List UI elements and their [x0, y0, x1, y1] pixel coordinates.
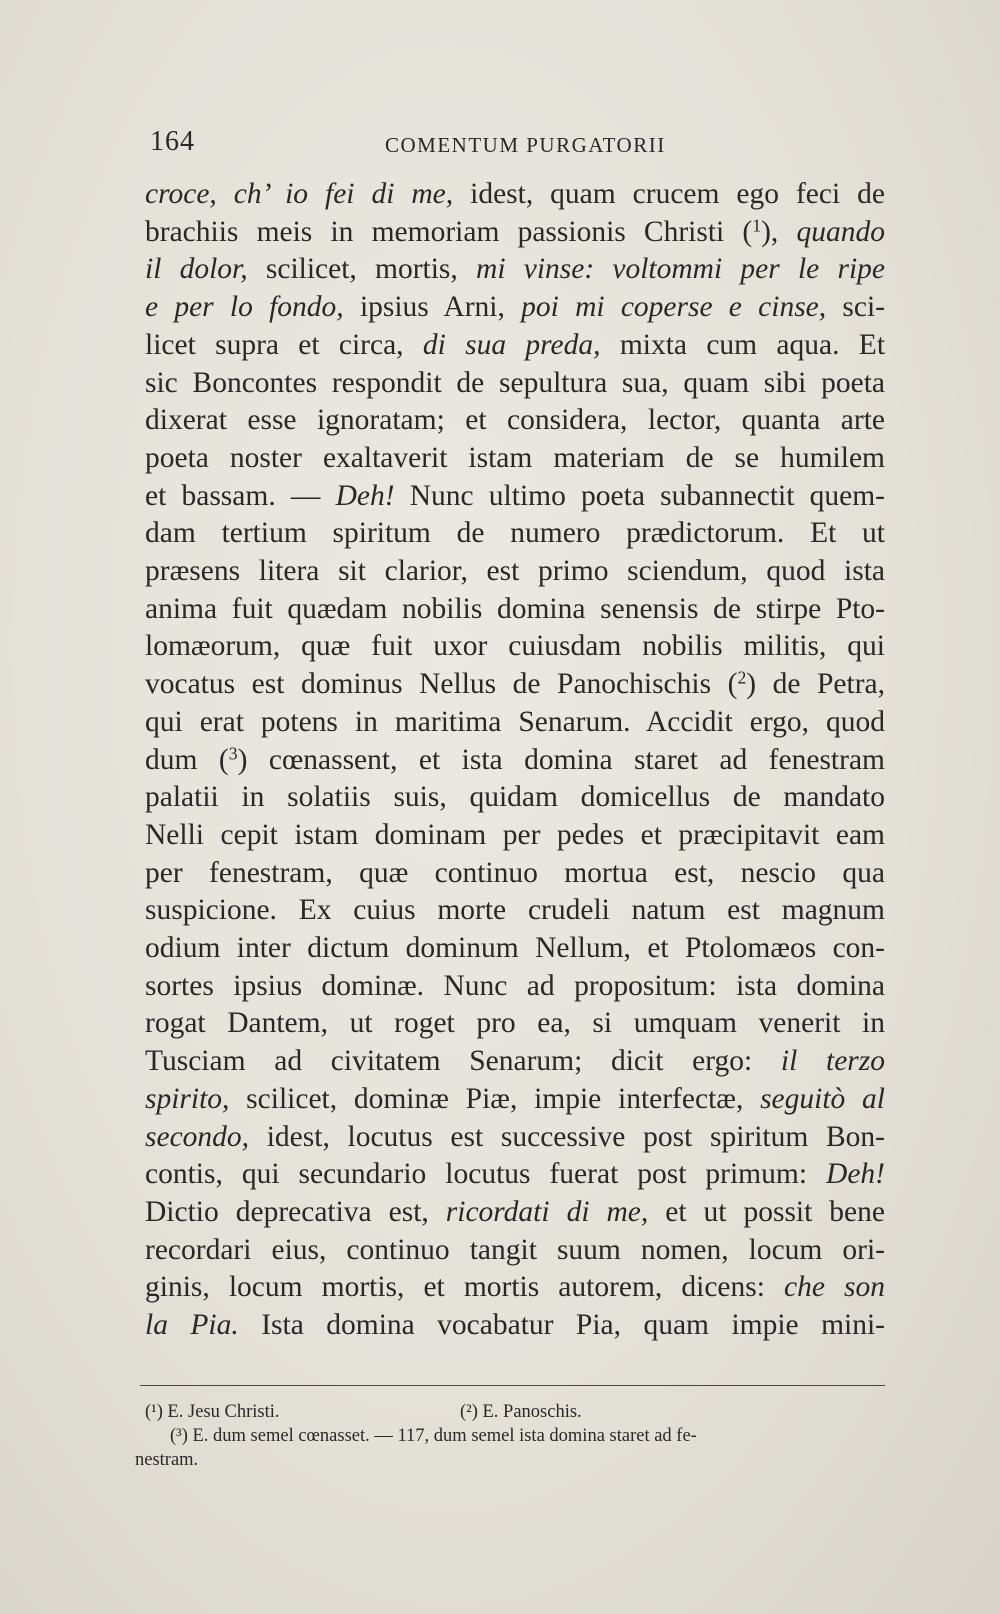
text-segment: suspicione. Ex cuius morte crudeli natum est magnum — [145, 894, 885, 927]
text-segment: idest, locutus est successive post spiritum Bon- — [249, 1120, 885, 1153]
text-segment: Nelli cepit istam dominam per pedes et præcipitavit eam — [145, 818, 885, 851]
italic-quotation: Deh! — [826, 1158, 885, 1191]
text-segment: dum ( — [145, 743, 229, 776]
text-segment: lomæorum, quæ fuit uxor cuiusdam nobilis militis, qui — [145, 630, 885, 663]
italic-quotation: e per lo fondo, — [145, 291, 344, 324]
italic-quotation: secondo, — [145, 1120, 250, 1153]
text-line — [145, 515, 885, 553]
body-text — [145, 176, 885, 1345]
italic-quotation: poi mi coperse e cinse, — [521, 291, 827, 324]
footnote-row — [135, 1448, 885, 1472]
italic-quotation: che son — [784, 1271, 885, 1304]
text-segment: ), — [761, 215, 797, 248]
page-number: 164 — [150, 126, 195, 157]
footnote-row — [135, 1424, 885, 1448]
text-line — [145, 930, 885, 968]
footnote-2: (²) E. Panoschis. — [460, 1402, 582, 1422]
text-line — [145, 1269, 885, 1307]
text-line — [145, 402, 885, 440]
text-line — [145, 1307, 885, 1345]
italic-quotation: croce, ch’ io fei di me, — [145, 178, 454, 210]
text-segment: licet supra et circa, — [145, 328, 423, 361]
italic-quotation: ricordati di me, — [445, 1195, 649, 1228]
text-segment: palatii in solatiis suis, quidam domicellus de mandato — [145, 781, 885, 814]
footnote-1: (¹) E. Jesu Christi. — [145, 1402, 280, 1422]
text-segment: dam tertium spiritum de numero prædictorum. Et ut — [145, 517, 885, 550]
italic-quotation: la Pia. — [145, 1309, 239, 1342]
text-line — [145, 779, 885, 817]
text-segment: sic Boncontes respondit de sepultura sua, quam sibi poeta — [145, 366, 885, 399]
italic-quotation: Deh! — [335, 479, 395, 512]
footnote-marker: 1 — [752, 214, 762, 235]
footnote-rule — [140, 1385, 885, 1386]
text-segment: rogat Dantem, ut roget pro ea, si umquam venerit in — [145, 1007, 885, 1040]
text-segment: Dictio deprecativa est, — [145, 1195, 446, 1228]
text-line — [145, 553, 885, 591]
text-line — [145, 1232, 885, 1270]
text-line — [145, 251, 885, 289]
text-line — [145, 1194, 885, 1232]
text-line — [145, 478, 885, 516]
text-line — [145, 817, 885, 855]
text-line — [145, 176, 885, 214]
text-line — [145, 214, 885, 252]
italic-quotation: il terzo — [780, 1045, 885, 1078]
text-segment: et ut possit bene — [648, 1195, 885, 1228]
italic-quotation: mi vinse: voltommi per le ripe — [476, 253, 885, 286]
text-segment: contis, qui secundario locutus fuerat post primum: — [145, 1158, 827, 1191]
text-segment: ) de Petra, — [746, 668, 886, 701]
text-segment: sci- — [826, 291, 885, 324]
text-line — [145, 327, 885, 365]
text-segment: et bassam. — — [145, 479, 336, 512]
italic-quotation: seguitò al — [760, 1082, 885, 1115]
italic-quotation: di sua preda, — [422, 328, 601, 361]
footnote-row — [135, 1400, 885, 1424]
text-line — [145, 704, 885, 742]
text-segment: idest, quam crucem ego feci de — [453, 178, 886, 210]
text-segment: poeta noster exaltaverit istam materiam de se humilem — [145, 441, 885, 474]
text-line — [145, 968, 885, 1006]
text-segment: ipsius Arni, — [343, 291, 522, 324]
text-line — [145, 742, 885, 780]
text-segment: odium inter dictum dominum Nellum, et Ptolomæos con- — [145, 932, 885, 965]
text-segment: brachiis meis in memoriam passionis Christi ( — [145, 215, 753, 248]
running-title: COMENTUM PURGATORII — [385, 133, 666, 157]
footnote-marker: 2 — [737, 667, 747, 688]
text-segment: scilicet, mortis, — [247, 253, 477, 286]
text-line — [145, 591, 885, 629]
text-line — [145, 440, 885, 478]
footnotes — [135, 1400, 885, 1472]
text-line — [145, 1005, 885, 1043]
text-line — [145, 1081, 885, 1119]
text-segment: Nunc ultimo poeta subannectit quem- — [394, 479, 885, 512]
text-line — [145, 1119, 885, 1157]
text-segment: qui erat potens in maritima Senarum. Accidit ergo, quod — [145, 705, 885, 738]
italic-quotation: il dolor, — [145, 253, 248, 286]
text-segment: vocatus est dominus Nellus de Panochischis ( — [145, 668, 738, 701]
text-segment: dixerat esse ignoratam; et considera, lector, quanta arte — [145, 404, 885, 437]
text-segment: recordari eius, continuo tangit suum nomen, locum ori- — [145, 1233, 885, 1266]
text-segment: mixta cum aqua. Et — [600, 328, 886, 361]
text-line — [145, 1043, 885, 1081]
italic-quotation: spirito, — [145, 1082, 230, 1115]
text-segment: Ista domina vocabatur Pia, quam impie mini- — [238, 1309, 885, 1342]
text-line — [145, 365, 885, 403]
text-line — [145, 628, 885, 666]
footnote-3-continuation: nestram. — [135, 1450, 199, 1470]
text-line — [145, 855, 885, 893]
text-line — [145, 892, 885, 930]
text-segment: scilicet, dominæ Piæ, impie interfectæ, — [229, 1082, 761, 1115]
text-line — [145, 289, 885, 327]
text-line — [145, 666, 885, 704]
italic-quotation: quando — [796, 215, 885, 248]
footnote-marker: 3 — [228, 742, 238, 763]
footnote-3: (³) E. dum semel cœnasset. — 117, dum semel ista domina staret ad fe- — [170, 1426, 697, 1446]
text-segment: Tusciam ad civitatem Senarum; dicit ergo: — [145, 1045, 781, 1078]
text-segment: sortes ipsius dominæ. Nunc ad propositum: ista domina — [145, 969, 885, 1002]
text-segment: anima fuit quædam nobilis domina senensis de stirpe Pto- — [145, 592, 885, 625]
text-segment: præsens litera sit clarior, est primo sciendum, quod ista — [145, 555, 885, 588]
text-segment: ginis, locum mortis, et mortis autorem, dicens: — [145, 1271, 784, 1304]
running-head — [150, 126, 870, 166]
text-segment: ) cœnassent, et ista domina staret ad fenestram — [237, 743, 885, 776]
text-segment: per fenestram, quæ continuo mortua est, nescio qua — [145, 856, 885, 889]
text-line — [145, 1156, 885, 1194]
